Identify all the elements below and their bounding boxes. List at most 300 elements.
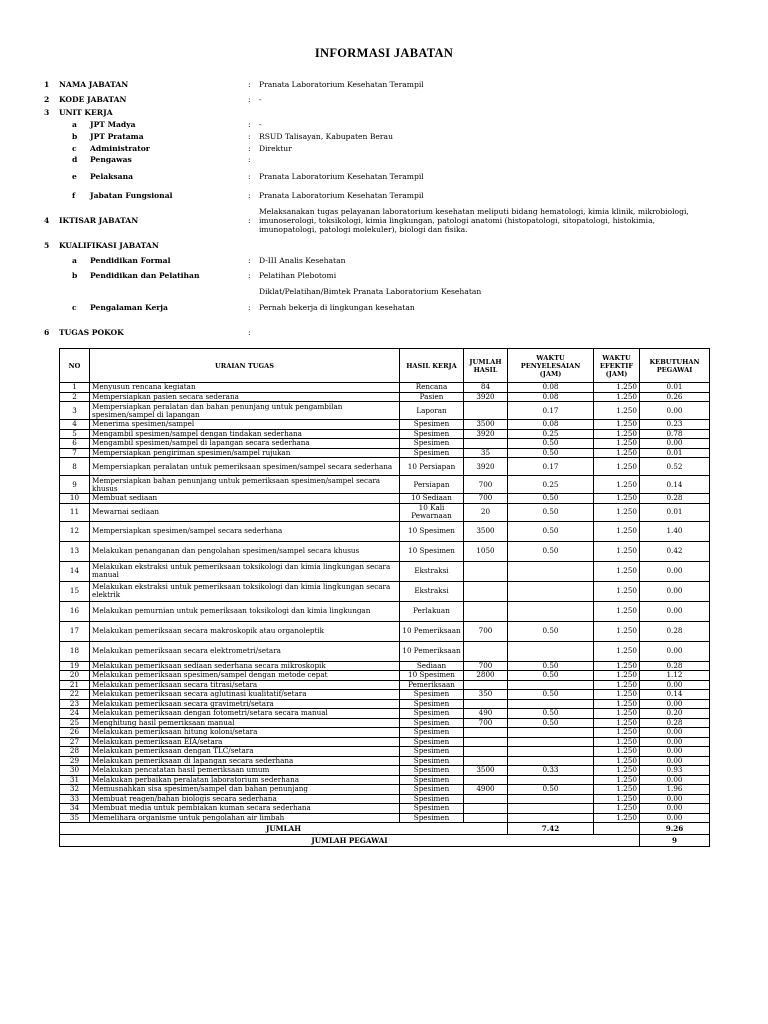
cell-waktu-penyelesaian: 0.08 (508, 420, 594, 430)
cell-waktu-penyelesaian: 0.50 (508, 785, 594, 795)
cell-waktu-penyelesaian: 0.17 (508, 402, 594, 420)
cell-jumlah-hasil: 700 (464, 621, 508, 641)
cell-uraian-tugas: Melakukan pemeriksaan secara aglutinasi kualitatif/setara (90, 690, 400, 700)
cell-hasil-kerja: Spesimen (400, 785, 464, 795)
cell-no: 4 (60, 420, 90, 430)
cell-hasil-kerja: Persiapan (400, 476, 464, 494)
cell-uraian-tugas: Mempersiapkan peralatan dan bahan penunjang untuk pengambilan spesimen/sampel di lapangan (90, 402, 400, 420)
cell-waktu-penyelesaian: 0.17 (508, 458, 594, 476)
cell-hasil-kerja: Spesimen (400, 699, 464, 709)
value-jpt-madya: - (259, 120, 262, 129)
table-row (60, 680, 710, 690)
cell-waktu-penyelesaian (508, 804, 594, 814)
cell-waktu-penyelesaian (508, 813, 594, 823)
sub-letter: b (72, 271, 78, 280)
cell-jumlah-hasil (464, 581, 508, 601)
cell-hasil-kerja: Spesimen (400, 804, 464, 814)
colon: : (248, 172, 251, 181)
cell-waktu-efektif: 1.250 (594, 420, 640, 430)
cell-waktu-efektif: 1.250 (594, 813, 640, 823)
cell-waktu-efektif: 1.250 (594, 766, 640, 776)
cell-no: 5 (60, 429, 90, 439)
cell-jumlah-hasil: 700 (464, 494, 508, 504)
cell-kebutuhan-pegawai: 1.40 (640, 521, 710, 541)
cell-hasil-kerja: 10 Kali Pewarnaan (400, 503, 464, 521)
cell-kebutuhan-pegawai: 0.00 (640, 699, 710, 709)
cell-uraian-tugas: Melakukan pencatatan hasil pemeriksaan umum (90, 766, 400, 776)
cell-hasil-kerja: Spesimen (400, 718, 464, 728)
table-row (60, 737, 710, 747)
cell-no: 16 (60, 601, 90, 621)
cell-hasil-kerja: Spesimen (400, 813, 464, 823)
cell-no: 27 (60, 737, 90, 747)
cell-jumlah-hasil (464, 737, 508, 747)
cell-kebutuhan-pegawai: 0.00 (640, 813, 710, 823)
table-row (60, 476, 710, 494)
cell-waktu-efektif: 1.250 (594, 402, 640, 420)
cell-no: 22 (60, 690, 90, 700)
cell-hasil-kerja: Spesimen (400, 756, 464, 766)
cell-jumlah-hasil: 350 (464, 690, 508, 700)
label-kode-jabatan: KODE JABATAN (59, 95, 127, 104)
cell-hasil-kerja: 10 Pemeriksaan (400, 641, 464, 661)
sub-letter: c (72, 303, 77, 312)
cell-hasil-kerja: Spesimen (400, 429, 464, 439)
table-row (60, 420, 710, 430)
cell-hasil-kerja: Ekstraksi (400, 581, 464, 601)
cell-waktu-efektif: 1.250 (594, 476, 640, 494)
jumlah-pegawai-row (60, 835, 710, 847)
table-row (60, 804, 710, 814)
cell-uraian-tugas: Melakukan pemeriksaan secara elektrometri/setara (90, 641, 400, 661)
table-row (60, 621, 710, 641)
cell-no: 1 (60, 383, 90, 393)
cell-waktu-efektif: 1.250 (594, 494, 640, 504)
cell-no: 14 (60, 561, 90, 581)
cell-kebutuhan-pegawai: 0.14 (640, 476, 710, 494)
value-jpt-pratama: RSUD Talisayan, Kabupaten Berau (259, 132, 393, 141)
total-row (60, 823, 710, 835)
cell-waktu-penyelesaian: 0.50 (508, 448, 594, 458)
cell-no: 20 (60, 671, 90, 681)
cell-uraian-tugas: Melakukan penanganan dan pengolahan spesimen/sampel secara khusus (90, 541, 400, 561)
cell-uraian-tugas: Memelihara organisme untuk pengolahan air limbah (90, 813, 400, 823)
cell-kebutuhan-pegawai: 0.28 (640, 621, 710, 641)
cell-no: 15 (60, 581, 90, 601)
cell-no: 31 (60, 775, 90, 785)
cell-jumlah-hasil (464, 756, 508, 766)
table-row (60, 581, 710, 601)
jumlah-pegawai-value: 9 (640, 835, 710, 847)
cell-waktu-efektif: 1.250 (594, 747, 640, 757)
cell-no: 25 (60, 718, 90, 728)
cell-uraian-tugas: Melakukan pemeriksaan EIA/setara (90, 737, 400, 747)
label-pelaksana: Pelaksana (90, 172, 134, 181)
cell-jumlah-hasil: 3920 (464, 392, 508, 402)
cell-uraian-tugas: Melakukan pemeriksaan sediaan sederhana secara mikroskopik (90, 661, 400, 671)
cell-jumlah-hasil (464, 699, 508, 709)
table-header-row (60, 349, 710, 383)
cell-waktu-efektif: 1.250 (594, 680, 640, 690)
label-pengawas: Pengawas (90, 155, 132, 164)
cell-waktu-penyelesaian (508, 737, 594, 747)
cell-kebutuhan-pegawai: 0.00 (640, 775, 710, 785)
header-no: NO (60, 349, 90, 383)
cell-waktu-penyelesaian: 0.08 (508, 392, 594, 402)
sub-letter: b (72, 132, 78, 141)
table-row (60, 661, 710, 671)
cell-no: 10 (60, 494, 90, 504)
cell-no: 12 (60, 521, 90, 541)
cell-waktu-efektif: 1.250 (594, 794, 640, 804)
cell-waktu-penyelesaian: 0.50 (508, 671, 594, 681)
label-nama-jabatan: NAMA JABATAN (59, 80, 129, 89)
colon: : (248, 155, 251, 164)
cell-waktu-efektif: 1.250 (594, 737, 640, 747)
cell-uraian-tugas: Membuat media untuk pembiakan kuman secara sederhana (90, 804, 400, 814)
cell-kebutuhan-pegawai: 1.96 (640, 785, 710, 795)
cell-no: 2 (60, 392, 90, 402)
cell-jumlah-hasil: 84 (464, 383, 508, 393)
cell-jumlah-hasil: 3920 (464, 458, 508, 476)
cell-jumlah-hasil (464, 641, 508, 661)
cell-waktu-efektif: 1.250 (594, 439, 640, 449)
cell-uraian-tugas: Melakukan pemeriksaan hitung koloni/setara (90, 728, 400, 738)
cell-jumlah-hasil: 700 (464, 661, 508, 671)
cell-uraian-tugas: Menyusun rencana kegiatan (90, 383, 400, 393)
cell-hasil-kerja: Spesimen (400, 690, 464, 700)
sub-letter: f (72, 191, 76, 200)
cell-jumlah-hasil (464, 680, 508, 690)
cell-kebutuhan-pegawai: 0.00 (640, 804, 710, 814)
cell-hasil-kerja: Spesimen (400, 448, 464, 458)
value-kode-jabatan: - (259, 95, 262, 104)
value-pelatihan-1: Pelatihan Plebotomi (259, 271, 337, 280)
table-row (60, 794, 710, 804)
table-row (60, 756, 710, 766)
cell-jumlah-hasil: 3500 (464, 521, 508, 541)
table-row (60, 383, 710, 393)
cell-jumlah-hasil (464, 601, 508, 621)
cell-uraian-tugas: Mempersiapkan pengiriman spesimen/sampel rujukan (90, 448, 400, 458)
total-label: JUMLAH (60, 823, 508, 835)
cell-jumlah-hasil (464, 813, 508, 823)
header-kebutuhan-pegawai: KEBUTUHAN PEGAWAI (640, 349, 710, 383)
cell-uraian-tugas: Melakukan pemeriksaan dengan fotometri/setara secara manual (90, 709, 400, 719)
cell-jumlah-hasil (464, 775, 508, 785)
cell-waktu-penyelesaian (508, 747, 594, 757)
item-number: 2 (44, 95, 50, 104)
cell-waktu-efektif: 1.250 (594, 804, 640, 814)
item-number: 5 (44, 241, 50, 250)
cell-waktu-penyelesaian: 0.50 (508, 439, 594, 449)
value-pengalaman-kerja: Pernah bekerja di lingkungan kesehatan (259, 303, 415, 312)
cell-waktu-penyelesaian: 0.25 (508, 476, 594, 494)
cell-kebutuhan-pegawai: 0.00 (640, 402, 710, 420)
label-pendidikan-pelatihan: Pendidikan dan Pelatihan (90, 271, 200, 280)
cell-no: 32 (60, 785, 90, 795)
cell-kebutuhan-pegawai: 0.00 (640, 794, 710, 804)
cell-waktu-penyelesaian: 0.50 (508, 709, 594, 719)
cell-hasil-kerja: Sediaan (400, 661, 464, 671)
cell-kebutuhan-pegawai: 0.52 (640, 458, 710, 476)
cell-waktu-penyelesaian: 0.50 (508, 718, 594, 728)
cell-hasil-kerja: Spesimen (400, 794, 464, 804)
cell-waktu-efektif: 1.250 (594, 661, 640, 671)
cell-waktu-penyelesaian (508, 641, 594, 661)
cell-hasil-kerja: 10 Spesimen (400, 671, 464, 681)
cell-kebutuhan-pegawai: 0.14 (640, 690, 710, 700)
label-jpt-pratama: JPT Pratama (90, 132, 144, 141)
header-uraian-tugas: URAIAN TUGAS (90, 349, 400, 383)
table-row (60, 561, 710, 581)
cell-no: 19 (60, 661, 90, 671)
cell-jumlah-hasil: 700 (464, 718, 508, 728)
cell-waktu-efektif: 1.250 (594, 785, 640, 795)
cell-kebutuhan-pegawai: 0.78 (640, 429, 710, 439)
cell-uraian-tugas: Melakukan pemeriksaan secara makroskopik atau organoleptik (90, 621, 400, 641)
cell-jumlah-hasil (464, 728, 508, 738)
cell-kebutuhan-pegawai: 0.00 (640, 756, 710, 766)
cell-waktu-efektif: 1.250 (594, 541, 640, 561)
table-row (60, 392, 710, 402)
table-row (60, 439, 710, 449)
page-title: INFORMASI JABATAN (314, 46, 454, 60)
colon: : (248, 95, 251, 104)
sub-letter: d (72, 155, 78, 164)
cell-no: 11 (60, 503, 90, 521)
cell-waktu-efektif: 1.250 (594, 521, 640, 541)
sub-letter: e (72, 172, 77, 181)
cell-kebutuhan-pegawai: 0.00 (640, 581, 710, 601)
table-row (60, 641, 710, 661)
total-kebutuhan: 9.26 (640, 823, 710, 835)
cell-uraian-tugas: Mewarnai sediaan (90, 503, 400, 521)
cell-uraian-tugas: Mempersiapkan peralatan untuk pemeriksaan spesimen/sampel secara sederhana (90, 458, 400, 476)
cell-waktu-efektif: 1.250 (594, 601, 640, 621)
sub-letter: c (72, 144, 77, 153)
colon: : (248, 120, 251, 129)
cell-waktu-efektif: 1.250 (594, 621, 640, 641)
cell-uraian-tugas: Menghitung hasil pemeriksaan manual (90, 718, 400, 728)
cell-jumlah-hasil: 3500 (464, 420, 508, 430)
cell-no: 17 (60, 621, 90, 641)
table-row (60, 728, 710, 738)
cell-no: 30 (60, 766, 90, 776)
cell-jumlah-hasil: 3920 (464, 429, 508, 439)
cell-hasil-kerja: 10 Persiapan (400, 458, 464, 476)
cell-uraian-tugas: Melakukan pemeriksaan secara gravimetri/setara (90, 699, 400, 709)
cell-hasil-kerja: Spesimen (400, 709, 464, 719)
cell-waktu-penyelesaian: 0.50 (508, 690, 594, 700)
table-row (60, 718, 710, 728)
cell-uraian-tugas: Mempersiapkan spesimen/sampel secara sederhana (90, 521, 400, 541)
value-nama-jabatan: Pranata Laboratorium Kesehatan Terampil (259, 80, 424, 89)
cell-uraian-tugas: Mengambil spesimen/sampel di lapangan secara sederhana (90, 439, 400, 449)
cell-jumlah-hasil (464, 402, 508, 420)
cell-waktu-efektif: 1.250 (594, 641, 640, 661)
cell-kebutuhan-pegawai: 0.42 (640, 541, 710, 561)
cell-waktu-efektif: 1.250 (594, 561, 640, 581)
label-pendidikan-formal: Pendidikan Formal (90, 256, 171, 265)
cell-waktu-efektif: 1.250 (594, 503, 640, 521)
table-row (60, 503, 710, 521)
cell-waktu-penyelesaian: 0.08 (508, 383, 594, 393)
cell-kebutuhan-pegawai: 0.26 (640, 392, 710, 402)
cell-no: 28 (60, 747, 90, 757)
label-kualifikasi-jabatan: KUALIFIKASI JABATAN (59, 241, 159, 250)
cell-jumlah-hasil (464, 794, 508, 804)
colon: : (248, 191, 251, 200)
table-row (60, 402, 710, 420)
cell-kebutuhan-pegawai: 0.00 (640, 728, 710, 738)
cell-kebutuhan-pegawai: 0.20 (640, 709, 710, 719)
header-waktu-penyelesaian: WAKTU PENYELESAIAN (JAM) (508, 349, 594, 383)
tugas-pokok-table (59, 348, 710, 847)
cell-no: 13 (60, 541, 90, 561)
colon: : (248, 132, 251, 141)
cell-hasil-kerja: Ekstraksi (400, 561, 464, 581)
cell-jumlah-hasil: 700 (464, 476, 508, 494)
cell-hasil-kerja: 10 Spesimen (400, 541, 464, 561)
cell-waktu-efektif: 1.250 (594, 775, 640, 785)
cell-uraian-tugas: Melakukan ekstraksi untuk pemeriksaan toksikologi dan kimia lingkungan secara manual (90, 561, 400, 581)
colon: : (248, 80, 251, 89)
cell-waktu-efektif: 1.250 (594, 728, 640, 738)
total-waktu-penyelesaian: 7.42 (508, 823, 594, 835)
cell-jumlah-hasil: 2800 (464, 671, 508, 681)
sub-letter: a (72, 256, 77, 265)
cell-kebutuhan-pegawai: 1.12 (640, 671, 710, 681)
value-pendidikan-formal: D-III Analis Kesehatan (259, 256, 346, 265)
cell-uraian-tugas: Melakukan pemurnian untuk pemeriksaan toksikologi dan kimia lingkungan (90, 601, 400, 621)
cell-no: 34 (60, 804, 90, 814)
cell-waktu-penyelesaian (508, 728, 594, 738)
cell-jumlah-hasil (464, 561, 508, 581)
cell-waktu-efektif: 1.250 (594, 690, 640, 700)
cell-waktu-penyelesaian (508, 561, 594, 581)
cell-hasil-kerja: Spesimen (400, 728, 464, 738)
cell-waktu-efektif: 1.250 (594, 448, 640, 458)
table-row (60, 429, 710, 439)
cell-uraian-tugas: Memusnahkan sisa spesimen/sampel dan bahan penunjang (90, 785, 400, 795)
cell-uraian-tugas: Melakukan ekstraksi untuk pemeriksaan toksikologi dan kimia lingkungan secara elektrik (90, 581, 400, 601)
cell-hasil-kerja: Rencana (400, 383, 464, 393)
cell-jumlah-hasil: 3500 (464, 766, 508, 776)
cell-uraian-tugas: Melakukan pemeriksaan dengan TLC/setara (90, 747, 400, 757)
cell-kebutuhan-pegawai: 0.00 (640, 641, 710, 661)
value-pelaksana: Pranata Laboratorium Kesehatan Terampil (259, 172, 424, 181)
colon: : (248, 144, 251, 153)
cell-kebutuhan-pegawai: 0.01 (640, 503, 710, 521)
jumlah-pegawai-label: JUMLAH PEGAWAI (60, 835, 640, 847)
cell-hasil-kerja: Spesimen (400, 420, 464, 430)
cell-hasil-kerja: Spesimen (400, 775, 464, 785)
table-row (60, 699, 710, 709)
cell-jumlah-hasil: 1050 (464, 541, 508, 561)
value-pelatihan-2: Diklat/Pelatihan/Bimtek Pranata Laboratorium Kesehatan (259, 287, 482, 296)
cell-waktu-efektif: 1.250 (594, 718, 640, 728)
cell-no: 35 (60, 813, 90, 823)
label-unit-kerja: UNIT KERJA (59, 108, 113, 117)
cell-waktu-efektif: 1.250 (594, 671, 640, 681)
cell-waktu-efektif: 1.250 (594, 709, 640, 719)
table-row (60, 785, 710, 795)
cell-waktu-efektif: 1.250 (594, 756, 640, 766)
cell-waktu-efektif: 1.250 (594, 699, 640, 709)
cell-uraian-tugas: Mempersiapkan pasien secara sederana (90, 392, 400, 402)
cell-waktu-penyelesaian: 0.25 (508, 429, 594, 439)
cell-kebutuhan-pegawai: 0.01 (640, 448, 710, 458)
cell-uraian-tugas: Membuat sediaan (90, 494, 400, 504)
cell-kebutuhan-pegawai: 0.00 (640, 561, 710, 581)
cell-jumlah-hasil (464, 804, 508, 814)
cell-kebutuhan-pegawai: 0.00 (640, 747, 710, 757)
cell-no: 9 (60, 476, 90, 494)
cell-hasil-kerja: Pemeriksaan (400, 680, 464, 690)
cell-uraian-tugas: Melakukan pemeriksaan di lapangan secara sederhana (90, 756, 400, 766)
header-hasil-kerja: HASIL KERJA (400, 349, 464, 383)
cell-no: 33 (60, 794, 90, 804)
label-administrator: Administrator (90, 144, 150, 153)
header-waktu-efektif: WAKTU EFEKTIF (JAM) (594, 349, 640, 383)
cell-waktu-penyelesaian: 0.50 (508, 661, 594, 671)
cell-no: 8 (60, 458, 90, 476)
cell-jumlah-hasil: 35 (464, 448, 508, 458)
cell-no: 18 (60, 641, 90, 661)
cell-kebutuhan-pegawai: 0.93 (640, 766, 710, 776)
cell-hasil-kerja: Pasien (400, 392, 464, 402)
cell-uraian-tugas: Melakukan pemeriksaan spesimen/sampel dengan metode cepat (90, 671, 400, 681)
table-row (60, 690, 710, 700)
item-number: 1 (44, 80, 50, 89)
cell-uraian-tugas: Membuat reagen/bahan biologis secara sederhana (90, 794, 400, 804)
cell-uraian-tugas: Melakukan pemeriksaan secara titrasi/setara (90, 680, 400, 690)
cell-kebutuhan-pegawai: 0.00 (640, 601, 710, 621)
cell-hasil-kerja: Spesimen (400, 766, 464, 776)
cell-jumlah-hasil (464, 747, 508, 757)
value-iktisar-jabatan: Melaksanakan tugas pelayanan laboratorium kesehatan meliputi bidang hematologi, kimia klinik, mikrobiologi, imunoserologi, toksikologi, kimia lingkungan, patologi anatomi (histopatologi, sitopatologi, histokimia, imunopatologi, patologi molekuler), biologi dan fisika. (259, 207, 689, 234)
table-row (60, 458, 710, 476)
label-iktisar-jabatan: IKTISAR JABATAN (59, 216, 139, 225)
cell-waktu-penyelesaian (508, 699, 594, 709)
cell-no: 21 (60, 680, 90, 690)
table-row (60, 601, 710, 621)
cell-jumlah-hasil: 490 (464, 709, 508, 719)
cell-waktu-penyelesaian (508, 601, 594, 621)
colon: : (248, 328, 251, 337)
cell-jumlah-hasil: 20 (464, 503, 508, 521)
label-jabatan-fungsional: Jabatan Fungsional (90, 191, 173, 200)
cell-waktu-penyelesaian: 0.50 (508, 521, 594, 541)
cell-waktu-efektif: 1.250 (594, 458, 640, 476)
cell-kebutuhan-pegawai: 0.01 (640, 383, 710, 393)
cell-no: 3 (60, 402, 90, 420)
table-row (60, 766, 710, 776)
value-jabatan-fungsional: Pranata Laboratorium Kesehatan Terampil (259, 191, 424, 200)
cell-waktu-penyelesaian (508, 680, 594, 690)
cell-waktu-efektif: 1.250 (594, 581, 640, 601)
colon: : (248, 256, 251, 265)
value-administrator: Direktur (259, 144, 292, 153)
cell-waktu-penyelesaian (508, 794, 594, 804)
cell-waktu-penyelesaian (508, 581, 594, 601)
cell-jumlah-hasil: 4900 (464, 785, 508, 795)
label-jpt-madya: JPT Madya (90, 120, 136, 129)
cell-no: 24 (60, 709, 90, 719)
cell-no: 23 (60, 699, 90, 709)
cell-uraian-tugas: Melakukan perbaikan peralatan laboratorium sederhana (90, 775, 400, 785)
